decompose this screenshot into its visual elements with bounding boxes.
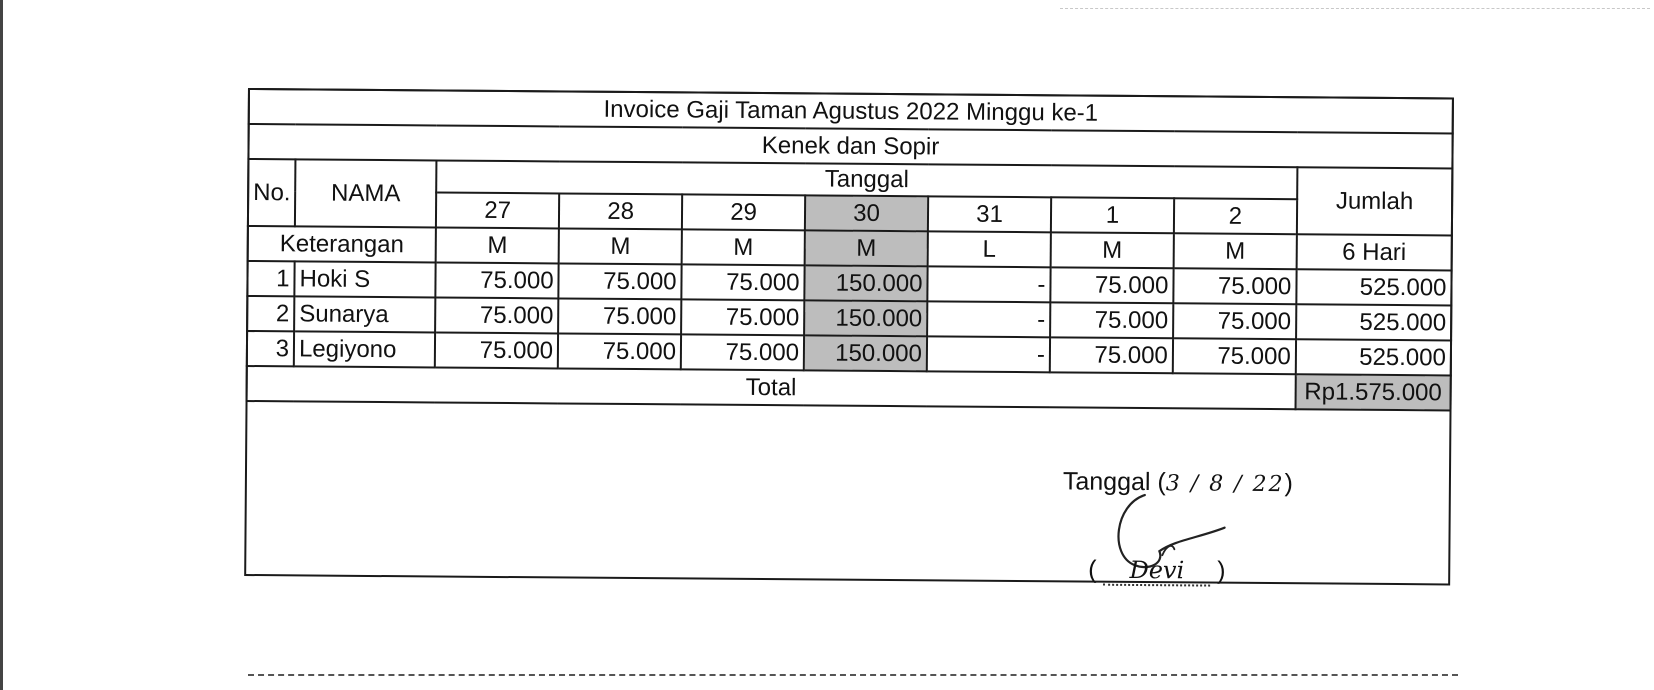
date-cell: 31 [928,196,1051,232]
row-value-highlighted: 150.000 [804,265,927,301]
signature-name-open: ( [1088,555,1097,584]
header-nama: NAMA [295,159,437,227]
row-total: 525.000 [1296,304,1451,340]
date-cell: 29 [682,194,805,230]
invoice-subtitle: Kenek dan Sopir [248,124,1452,168]
code-cell: M [559,228,682,264]
invoice-sheet [244,88,1456,587]
total-label: Total [247,366,1296,409]
signature-name [1088,555,1225,586]
scan-left-edge [0,0,3,690]
days-total: 6 Hari [1296,234,1451,270]
date-cell: 1 [1051,197,1174,233]
signature-name-value: Devi [1103,556,1210,587]
row-no: 3 [247,331,294,366]
signature-date-close: ) [1284,469,1294,498]
row-value: 75.000 [681,264,804,300]
date-cell: 28 [559,193,682,229]
code-cell: M [682,229,805,265]
row-no: 1 [247,261,294,296]
row-value: - [927,266,1050,302]
header-no: No. [248,159,296,226]
code-cell-highlighted: M [805,230,928,266]
row-value: 75.000 [1050,267,1173,303]
invoice-title: Invoice Gaji Taman Agustus 2022 Minggu ke-1 [249,89,1453,133]
row-value: 75.000 [435,332,558,368]
header-tanggal: Tanggal [436,160,1297,199]
row-value: 75.000 [435,297,558,333]
row-value: 75.000 [558,298,681,334]
row-value: 75.000 [1173,338,1296,374]
header-jumlah: Jumlah [1297,167,1453,235]
date-cell: 27 [436,192,559,228]
row-value: 75.000 [1050,302,1173,338]
row-name: Legiyono [294,331,435,367]
row-total: 525.000 [1296,269,1451,305]
row-value: 75.000 [1173,303,1296,339]
code-cell: M [1051,232,1174,268]
date-cell-highlighted: 30 [805,195,928,231]
row-value: 75.000 [436,262,559,298]
row-value-highlighted: 150.000 [804,335,927,371]
grand-total: Rp1.575.000 [1295,374,1450,410]
row-value: 75.000 [681,334,804,370]
bottom-dashed-rule [248,674,1458,676]
signature-date-label: Tanggal [1062,467,1151,497]
date-cell: 2 [1174,198,1297,234]
row-value: - [927,336,1050,372]
row-value: 75.000 [681,299,804,335]
keterangan-label: Keterangan [248,226,436,262]
signature-date-open: ( [1157,468,1166,497]
row-value: 75.000 [558,333,681,369]
row-value: 75.000 [558,263,681,299]
row-no: 2 [247,296,294,331]
invoice-table [246,88,1454,411]
row-total: 525.000 [1296,339,1451,375]
row-value-highlighted: 150.000 [804,300,927,336]
row-value: 75.000 [1173,268,1296,304]
row-value: - [927,301,1050,337]
scan-artifact-line [1060,8,1650,9]
row-name: Sunarya [294,296,435,332]
code-cell: M [436,227,559,263]
row-value: 75.000 [1050,337,1173,373]
code-cell: M [1174,233,1297,269]
code-cell: L [928,231,1051,267]
signature-name-close: ) [1217,556,1226,585]
row-name: Hoki S [294,261,435,297]
signature-date-value: 3 / 8 / 22 [1165,471,1285,498]
